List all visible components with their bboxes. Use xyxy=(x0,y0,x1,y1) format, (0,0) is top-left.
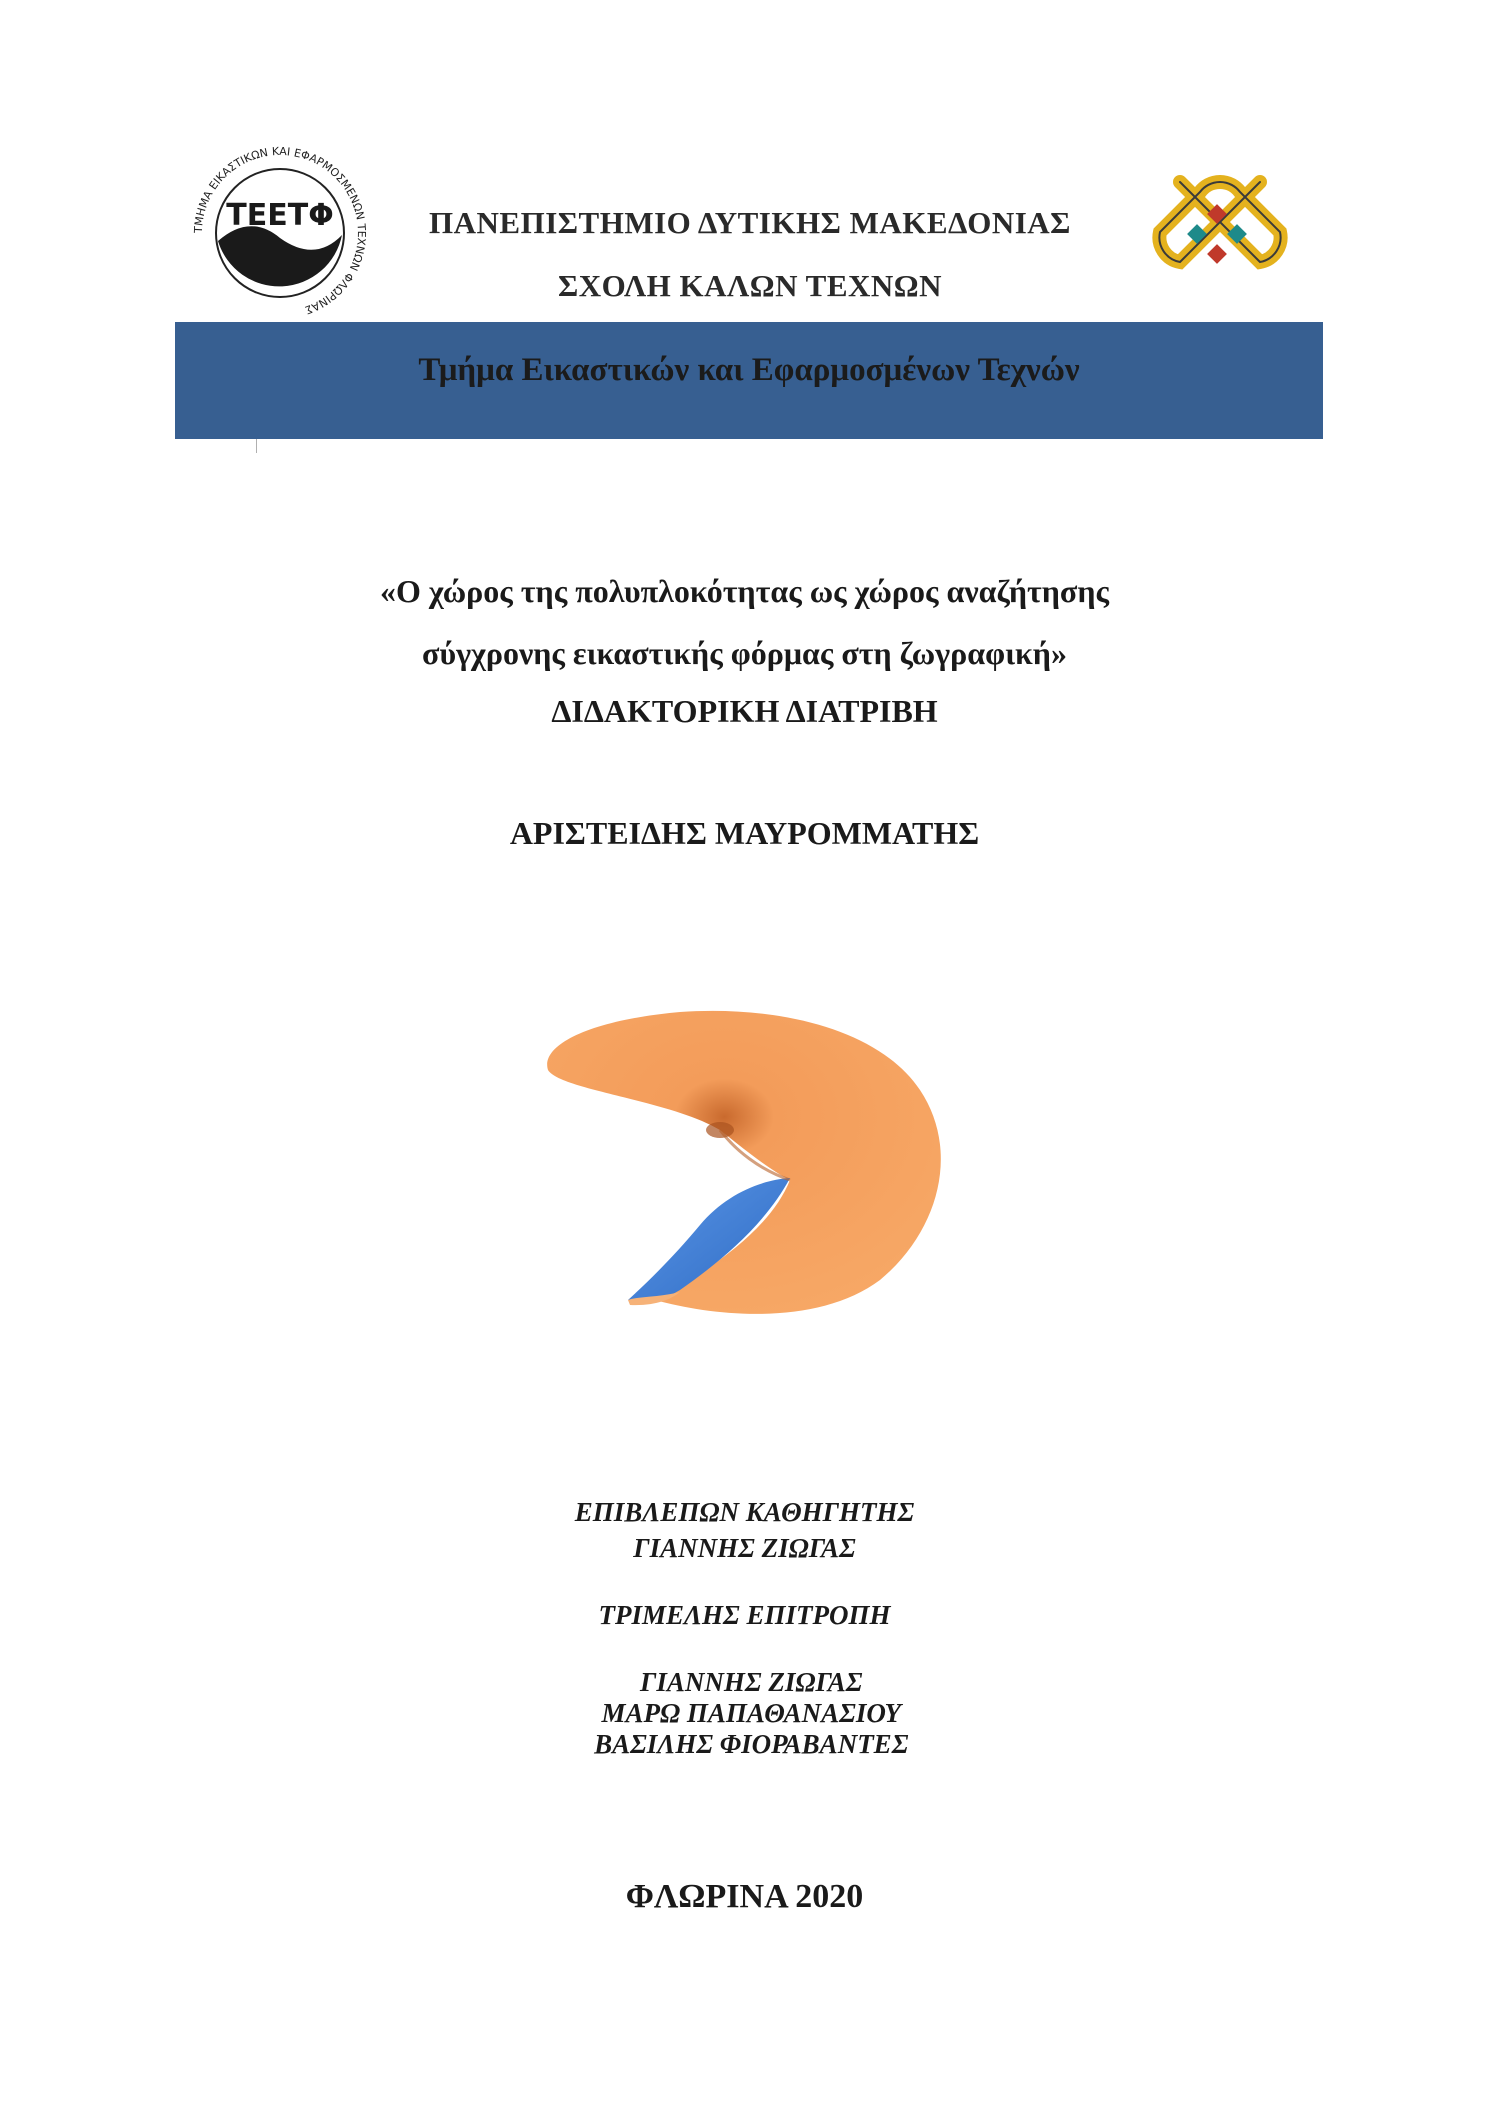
seal-ring-text: ΤΜΗΜΑ ΕΙΚΑΣΤΙΚΩΝ ΚΑΙ ΕΦΑΡΜΟΣΜΕΝΩΝ ΤΕΧΝΩΝ ΦΛΩΡΙΝΑΣ xyxy=(191,144,369,317)
department-seal-logo xyxy=(180,143,380,323)
helicoid-figure xyxy=(520,1000,980,1330)
committee-members xyxy=(100,1636,1389,1760)
committee-label: ΤΡΙΜΕΛΗΣ ΕΠΙΤΡΟΠΗ xyxy=(598,1600,891,1630)
school-name: ΣΧΟΛΗ ΚΑΛΩΝ ΤΕΧΝΩΝ xyxy=(557,268,943,303)
supervisor-label: ΕΠΙΒΛΕΠΩΝ ΚΑΘΗΓΗΤΗΣ xyxy=(574,1497,915,1527)
thesis-title-line-1: «Ο χώρος της πολυπλοκότητας ως χώρος αναζήτησης xyxy=(380,573,1109,609)
department-name: Τμήμα Εικαστικών και Εφαρμοσμένων Τεχνών xyxy=(418,352,1080,388)
committee-member: ΒΑΣΙΛΗΣ ΦΙΟΡΑΒΑΝΤΕΣ xyxy=(594,1729,909,1759)
university-name: ΠΑΝΕΠΙΣΤΗΜΙΟ ΔΥΤΙΚΗΣ ΜΑΚΕΔΟΝΙΑΣ xyxy=(429,205,1071,240)
seal-mark-text: ΤΕΕΤΦ xyxy=(226,198,334,233)
committee-member: ΓΙΑΝΝΗΣ ΖΙΩΓΑΣ xyxy=(640,1667,863,1697)
divider-tick xyxy=(256,439,257,453)
committee-member: ΜΑΡΩ ΠΑΠΑΘΑΝΑΣΙΟΥ xyxy=(601,1698,902,1728)
thesis-type: ΔΙΔΑΚΤΟΡΙΚΗ ΔΙΑΤΡΙΒΗ xyxy=(551,693,938,729)
author-name: ΑΡΙΣΤΕΙΔΗΣ ΜΑΥΡΟΜΜΑΤΗΣ xyxy=(509,815,980,851)
thesis-title-line-2: σύγχρονης εικαστικής φόρμας στη ζωγραφική» xyxy=(422,635,1067,671)
supervisor-name: ΓΙΑΝΝΗΣ ΖΙΩΓΑΣ xyxy=(633,1533,856,1563)
place-year: ΦΛΩΡΙΝΑ 2020 xyxy=(625,1878,864,1915)
university-knot-logo xyxy=(1140,162,1300,302)
